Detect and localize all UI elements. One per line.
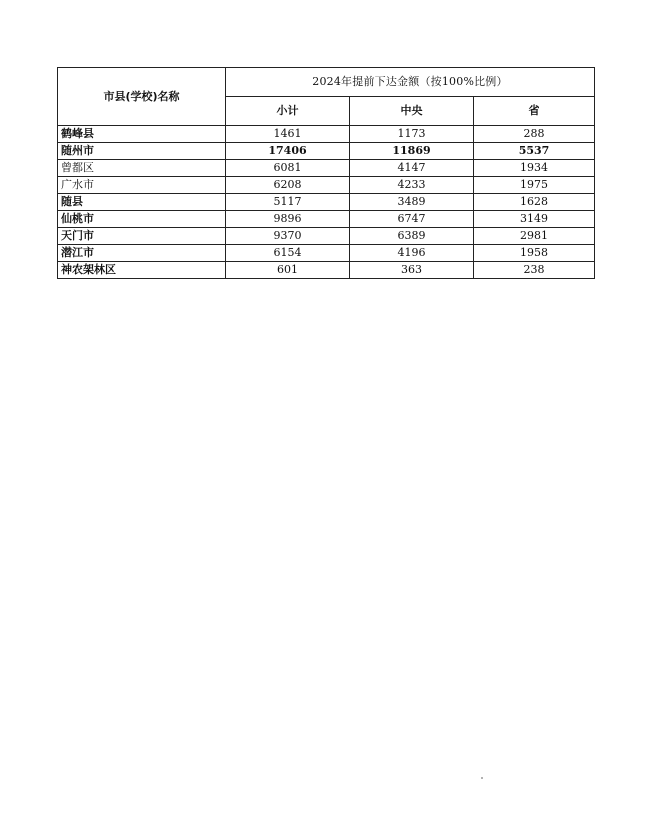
central-value: 6747 <box>350 211 474 228</box>
table-row <box>58 160 595 177</box>
province-value: 1975 <box>474 177 595 194</box>
subtotal-value: 1461 <box>226 126 350 143</box>
central-column-header: 中央 <box>350 97 474 126</box>
region-name: 随州市 <box>58 143 226 160</box>
table-row <box>58 262 595 279</box>
subtotal-value: 6081 <box>226 160 350 177</box>
province-value: 3149 <box>474 211 595 228</box>
central-value: 11869 <box>350 143 474 160</box>
subtotal-value: 17406 <box>226 143 350 160</box>
central-value: 4233 <box>350 177 474 194</box>
subtotal-value: 9370 <box>226 228 350 245</box>
region-name: 广水市 <box>58 177 226 194</box>
central-value: 6389 <box>350 228 474 245</box>
amount-column-header: 2024年提前下达金额（按100%比例） <box>226 68 595 97</box>
province-value: 2981 <box>474 228 595 245</box>
region-name: 鹤峰县 <box>58 126 226 143</box>
header-row-top <box>58 68 595 97</box>
province-value: 5537 <box>474 143 595 160</box>
central-value: 4147 <box>350 160 474 177</box>
subtotal-value: 5117 <box>226 194 350 211</box>
region-name: 仙桃市 <box>58 211 226 228</box>
province-value: 288 <box>474 126 595 143</box>
province-value: 1958 <box>474 245 595 262</box>
table-row <box>58 194 595 211</box>
table-row <box>58 177 595 194</box>
scan-speck <box>481 777 483 779</box>
table-row <box>58 245 595 262</box>
subtotal-value: 6208 <box>226 177 350 194</box>
region-name: 曾都区 <box>58 160 226 177</box>
subtotal-value: 9896 <box>226 211 350 228</box>
province-column-header: 省 <box>474 97 595 126</box>
region-name: 神农架林区 <box>58 262 226 279</box>
table-row <box>58 211 595 228</box>
region-name: 随县 <box>58 194 226 211</box>
name-column-header: 市县(学校)名称 <box>58 68 226 126</box>
central-value: 1173 <box>350 126 474 143</box>
subtotal-column-header: 小计 <box>226 97 350 126</box>
province-value: 1628 <box>474 194 595 211</box>
province-value: 1934 <box>474 160 595 177</box>
table-row <box>58 143 595 160</box>
subtotal-value: 601 <box>226 262 350 279</box>
table-row <box>58 126 595 143</box>
subtotal-value: 6154 <box>226 245 350 262</box>
central-value: 363 <box>350 262 474 279</box>
table-row <box>58 228 595 245</box>
region-name: 潜江市 <box>58 245 226 262</box>
allocation-table <box>57 67 595 279</box>
central-value: 4196 <box>350 245 474 262</box>
region-name: 天门市 <box>58 228 226 245</box>
province-value: 238 <box>474 262 595 279</box>
central-value: 3489 <box>350 194 474 211</box>
